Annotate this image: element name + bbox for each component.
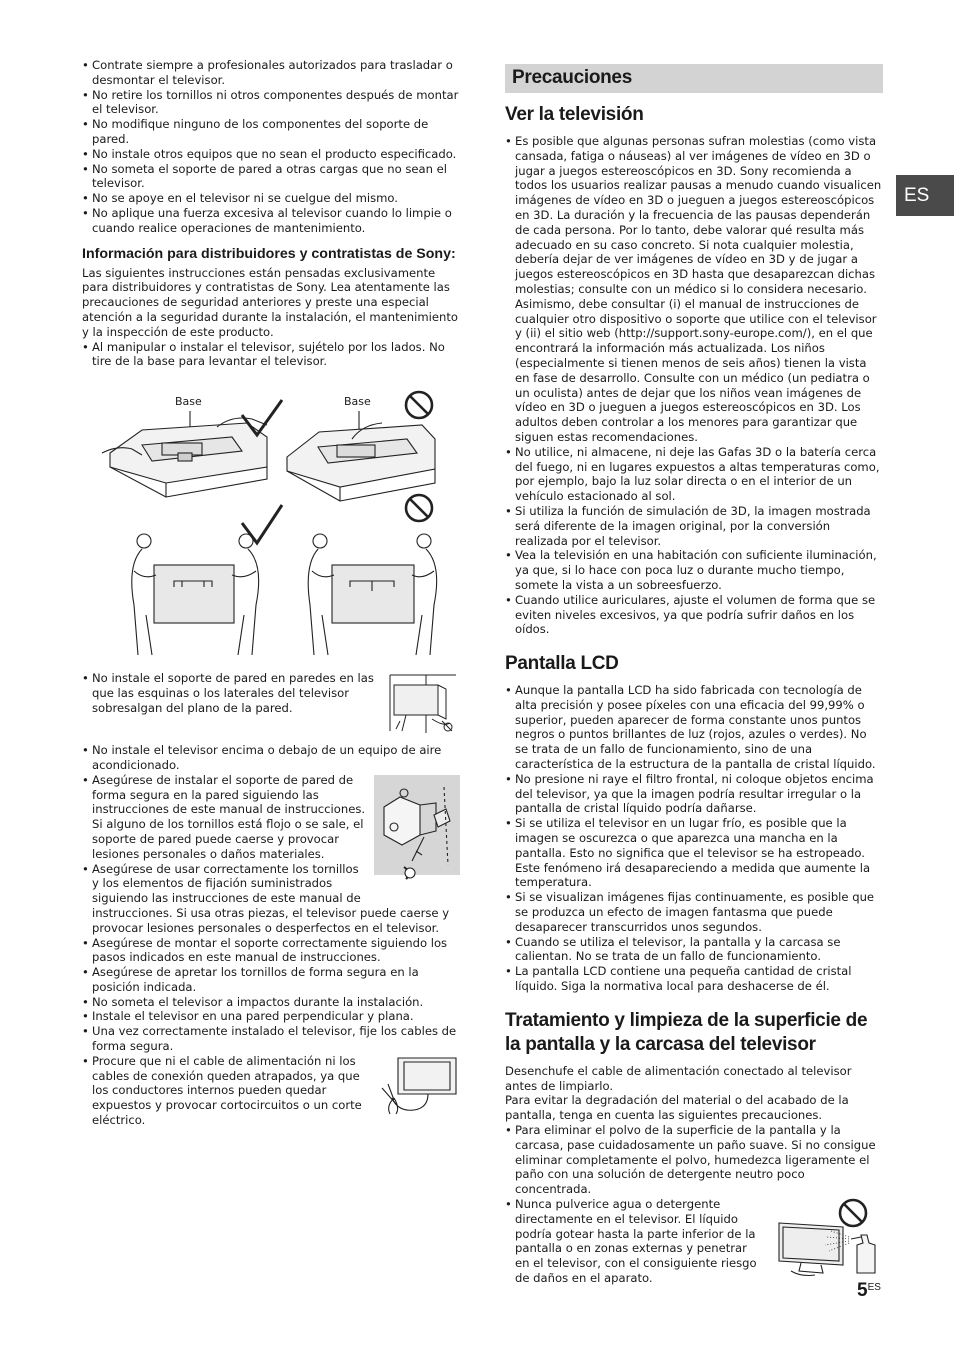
list-item: • La pantalla LCD contiene una pequeña cantidad de cristal líquido. Siga la normativa local para deshacerse de él. <box>505 964 883 994</box>
list-item: • No someta el televisor a impactos durante la instalación. <box>82 995 460 1010</box>
list-item: • Contrate siempre a profesionales autorizados para trasladar o desmontar el televisor. <box>82 58 460 88</box>
cable-list <box>82 1054 460 1128</box>
install-list-2 <box>82 773 460 1054</box>
base-label-left: Base <box>175 395 202 409</box>
cleaning-text-2: Para evitar la degradación del material o del acabado de la pantalla, tenga en cuenta las siguientes precauciones. <box>505 1093 849 1123</box>
list-item: • No presione ni raye el filtro frontal, ni coloque objetos encima del televisor, ya que la imagen podría resultar irregular o la pantalla de cristal líquido podría dañarse. <box>505 772 883 816</box>
list-item: • Para eliminar el polvo de la superficie de la pantalla y la carcasa, pase cuidadosamente un paño suave. Si no consigue eliminar completamente el polvo, humedezca ligeramente el paño con una solución de detergente neutro poco concentrada. <box>505 1123 883 1197</box>
list-item: • Si utiliza la función de simulación de 3D, la imagen mostrada será diferente de la imagen original, por la conversión realizada por el televisor. <box>505 504 883 548</box>
list-item: • Nunca pulverice agua o detergente directamente en el televisor. El líquido podría gotear hasta la parte inferior de la pantalla o en zonas externas y penetrar en el televisor, con el consiguiente riesgo de daños en el aparato. <box>505 1197 883 1286</box>
wall-list <box>82 671 460 715</box>
list-item: • Cuando se utiliza el televisor, la pantalla y la carcasa se calientan. No se trata de un fallo de funcionamiento. <box>505 935 883 965</box>
page-number-suffix: ES <box>867 1282 881 1293</box>
install-list <box>82 743 460 773</box>
tv-list <box>505 134 883 637</box>
list-item: • No someta el soporte de pared a otras cargas que no sean el televisor. <box>82 162 460 192</box>
section-title: Precauciones <box>512 67 632 89</box>
section-title-bar <box>505 64 883 93</box>
page-number-value: 5 <box>857 1280 868 1301</box>
list-item: • Instale el televisor en una pared perpendicular y plana. <box>82 1009 460 1024</box>
list-item: • No aplique una fuerza excesiva al televisor cuando lo limpie o cuando realice operaciones de mantenimiento. <box>82 206 460 236</box>
cleaning-text-1: Desenchufe el cable de alimentación conectado al televisor antes de limpiarlo. <box>505 1063 852 1093</box>
list-item: • Aunque la pantalla LCD ha sido fabricada con tecnología de alta precisión y posee píxeles con una eficacia del 99,99% o superior, pueden aparecer de forma constante unos puntos negros o puntos brillantes de luz (rojos, azules o verdes). No se trata de un fallo de funcionamiento, sino de una característica de la estructura de la pantalla de cristal líquido. <box>505 683 883 772</box>
right-column <box>505 58 883 1286</box>
handling-illustration <box>82 375 460 665</box>
list-item: • No retire los tornillos ni otros componentes después de montar el televisor. <box>82 88 460 118</box>
cleaning-list <box>505 1123 883 1197</box>
list-item: • Asegúrese de montar el soporte correctamente siguiendo los pasos indicados en este manual de instrucciones. <box>82 936 460 966</box>
list-item: • Cuando utilice auriculares, ajuste el volumen de forma que se eviten niveles excesivos, ya que podría sufrir daños en los oídos. <box>505 593 883 637</box>
list-item: • Asegúrese de apretar los tornillos de forma segura en la posición indicada. <box>82 965 460 995</box>
heading-cleaning: Tratamiento y limpieza de la superficie de la pantalla y la carcasa del televisor <box>505 1009 868 1055</box>
cleaning-list-2 <box>505 1197 883 1286</box>
bullet-list-top <box>82 58 460 236</box>
list-item: • Asegúrese de usar correctamente los tornillos y los elementos de fijación suministrados siguiendo las instrucciones de este manual de instrucciones. Si usa otras piezas, el televisor puede caerse y provocar lesiones personales o desperfectos en el televisor. <box>82 862 460 936</box>
lcd-list <box>505 683 883 994</box>
base-label-right: Base <box>344 395 371 409</box>
dealer-heading: Información para distribuidores y contratistas de Sony: <box>82 245 456 262</box>
list-item: • No se apoye en el televisor ni se cuelgue del mismo. <box>82 191 460 206</box>
list-item: • No modifique ninguno de los componentes del soporte de pared. <box>82 117 460 147</box>
list-item: • No utilice, ni almacene, ni deje las Gafas 3D o la batería cerca del fuego, ni en lugares expuestos a altas temperaturas como, por ejemplo, bajo la luz solar directa o en el interior de un vehículo estacionado al sol. <box>505 445 883 504</box>
list-item: • Al manipular o instalar el televisor, sujételo por los lados. No tire de la base para levantar el televisor. <box>82 340 460 370</box>
list-item: • Vea la televisión en una habitación con suficiente iluminación, ya que, si lo hace con poca luz o durante mucho tiempo, somete la vista a un sobreesfuerzo. <box>505 548 883 592</box>
list-item: • Procure que ni el cable de alimentación ni los cables de conexión queden atrapados, ya que los conductores internos pueden quedar expuestos y provocar cortocircuitos o un corte eléctrico. <box>82 1054 460 1128</box>
check-icon <box>242 505 282 543</box>
dealer-list <box>82 340 460 370</box>
list-item: • No instale el televisor encima o debajo de un equipo de aire acondicionado. <box>82 743 460 773</box>
heading-tv: Ver la televisión <box>505 104 644 125</box>
list-item: • No instale otros equipos que no sean el producto especificado. <box>82 147 460 162</box>
dealer-text: Las siguientes instrucciones están pensadas exclusivamente para distribuidores y contratistas de Sony. Lea atentamente las precauciones de seguridad anteriores y preste una especial atención a la seguridad durante la instalación, el mantenimiento y la inspección de este producto. <box>82 265 458 339</box>
list-item: • Asegúrese de instalar el soporte de pared de forma segura en la pared siguiendo las instrucciones de este manual de instrucciones. Si alguno de los tornillos está flojo o se sale, el soporte de pared puede caerse y provocar lesiones personales o daños materiales. <box>82 773 460 862</box>
list-item: • Una vez correctamente instalado el televisor, fije los cables de forma segura. <box>82 1024 460 1054</box>
list-item: • No instale el soporte de pared en paredes en las que las esquinas o los laterales del televisor sobresalgan del plano de la pared. <box>82 671 460 715</box>
page-number <box>857 1280 881 1302</box>
list-item: • Si se utiliza el televisor en un lugar frío, es posible que la imagen se oscurezca o que aparezca una mancha en la pantalla. Esto no significa que el televisor se ha estropeado. Este fenómeno irá desapareciendo a medida que aumente la temperatura. <box>505 816 883 890</box>
list-item: • Si se visualizan imágenes fijas continuamente, es posible que se produzca un efecto de imagen fantasma que puede desaparecer transcurridos unos segundos. <box>505 890 883 934</box>
left-column <box>82 58 460 1128</box>
heading-lcd: Pantalla LCD <box>505 653 619 675</box>
list-item: • Es posible que algunas personas sufran molestias (como vista cansada, fatiga o náuseas) al ver imágenes de vídeo en 3D o jugar a juegos estereoscópicos en 3D. Sony recomienda a todos los usuarios realizar pausas a menudo cuando visualicen imágenes de vídeo en 3D o jueguen a juegos estereoscópicos en 3D. La duración y la frecuencia de las pausas dependerán de cada persona. Por lo tanto, debe valorar qué resulta más adecuado en su caso concreto. Si nota cualquier molestia, debería dejar de ver imágenes de vídeo en 3D y de jugar a juegos estereoscópicos en 3D hasta que desaparezcan dichas molestias; consulte con un médico si lo considera necesario. Asimismo, debe consultar (i) el manual de instrucciones de cualquier otro dispositivo o soporte que utilice con el televisor y (ii) el sitio web (http://support.sony-europe.com/), en el que encontrará la información más actualizada. Los niños (especialmente si tienen menos de seis años) tienen la vista en fase de desarrollo. Consulte con un médico (un pediatra o un oculista) antes de dejar que los niños vean imágenes de vídeo en 3D o jueguen a juegos estereoscópicos en 3D. Los adultos deben controlar a los menores para garantizar que siguen estas recomendaciones. <box>505 134 883 445</box>
language-tab: ES <box>896 175 954 216</box>
